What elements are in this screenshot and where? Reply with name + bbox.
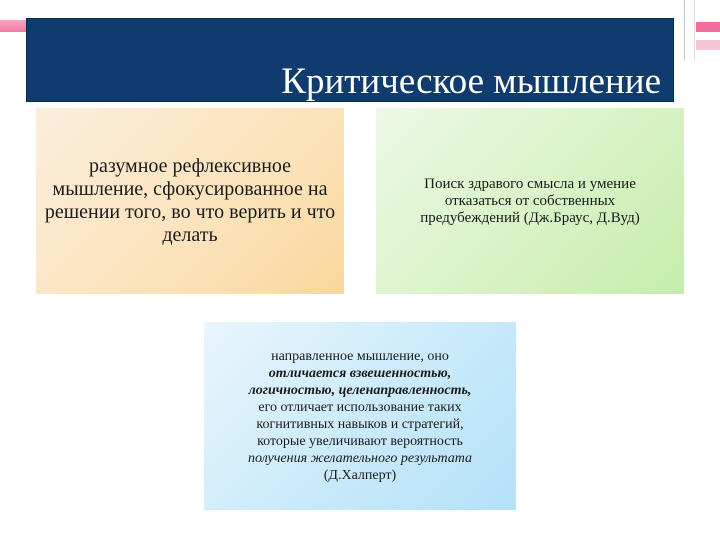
decorative-line bbox=[694, 0, 695, 60]
slide-title: Критическое мышление bbox=[281, 61, 661, 102]
definition-text-bottom bbox=[248, 348, 472, 484]
definition-text-right: Поиск здравого смысла и умение отказаться от собственных предубеждений (Дж.Браус, Д.Вуд) bbox=[420, 175, 640, 226]
definition-line: которые увеличивают вероятность bbox=[257, 434, 463, 449]
definition-line: когнитивных навыков и стратегий, bbox=[256, 417, 464, 432]
definition-line: получения желательного результата bbox=[247, 451, 473, 466]
definition-box-right bbox=[376, 108, 684, 294]
title-bar bbox=[26, 18, 674, 102]
decorative-light-pink-bar-right bbox=[696, 40, 720, 50]
definition-line: логичностью, целенаправленность, bbox=[248, 383, 472, 398]
decorative-pink-bar-left bbox=[0, 20, 28, 32]
definition-line: (Д.Халперт) bbox=[323, 468, 397, 483]
definition-line: его отличает использование таких bbox=[258, 400, 462, 415]
decorative-pink-bar-right bbox=[696, 22, 720, 32]
definition-box-bottom bbox=[204, 322, 516, 510]
decorative-line bbox=[684, 0, 685, 60]
definition-box-left bbox=[36, 108, 344, 294]
definition-text-left: разумное рефлексивное мышление, сфокусированное на решении того, во что верить и что делать bbox=[44, 155, 336, 246]
definition-line: направленное мышление, оно bbox=[271, 349, 449, 364]
definition-line: отличается взвешенностью, bbox=[268, 366, 452, 381]
